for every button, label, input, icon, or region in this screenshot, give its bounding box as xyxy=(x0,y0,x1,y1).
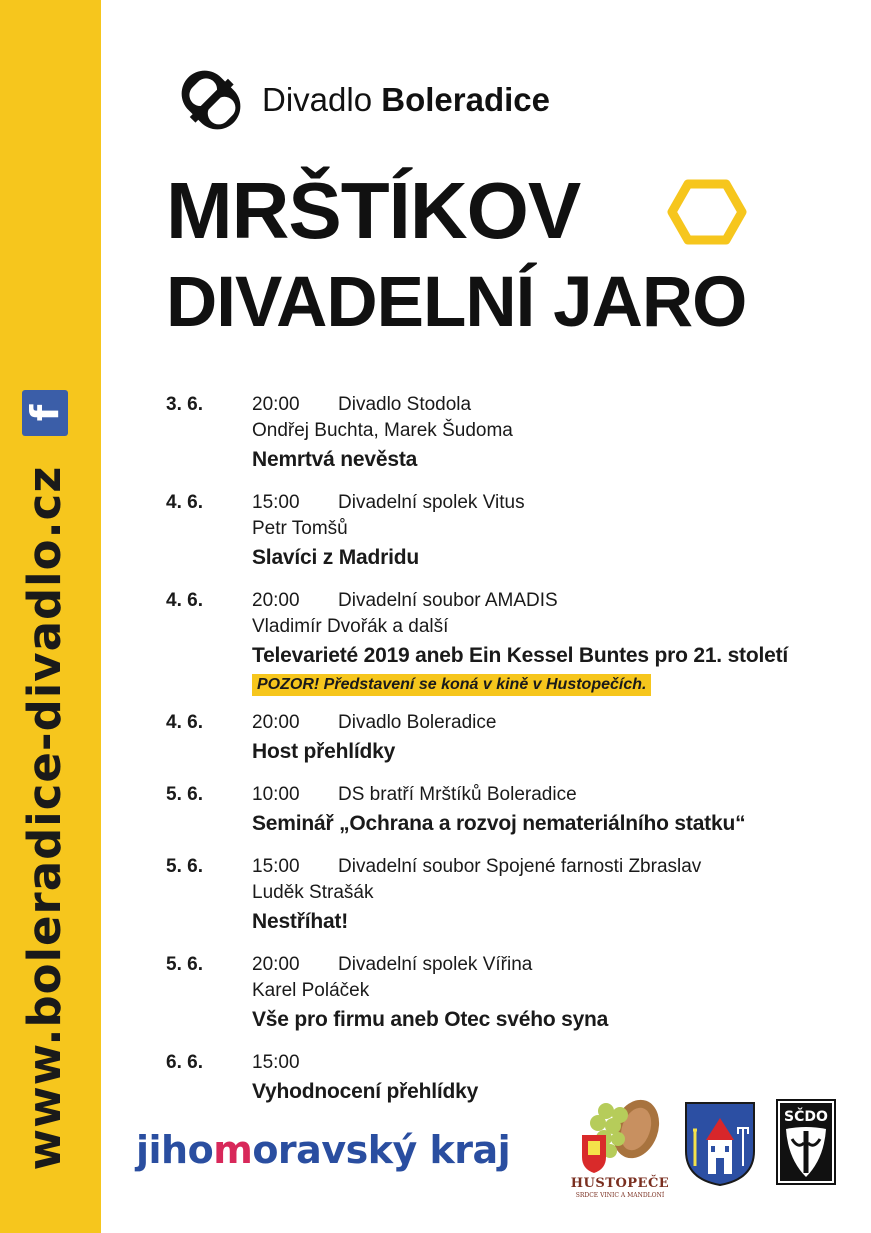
event-author: Petr Tomšů xyxy=(252,518,348,539)
event-time: 20:00 xyxy=(252,394,300,415)
event-date: 5. 6. xyxy=(166,784,203,805)
event-time: 20:00 xyxy=(252,954,300,975)
event-play-title: Vyhodnocení přehlídky xyxy=(252,1080,479,1103)
hustopece-tagline: SRDCE VINIC A MANDLONÍ xyxy=(575,1192,665,1199)
event-play-title: Televarieté 2019 aneb Ein Kessel Buntes pro 21. století xyxy=(252,644,789,667)
scdo-logo-icon xyxy=(776,1099,836,1185)
event-time: 15:00 xyxy=(252,492,300,513)
venue-notice: POZOR! Představení se koná v kině v Hustopečích. xyxy=(252,674,651,696)
hexagon-icon xyxy=(666,178,748,246)
event-date: 5. 6. xyxy=(166,856,203,877)
event-date: 6. 6. xyxy=(166,1052,203,1073)
event-play-title: Seminář „Ochrana a rozvoj nemateriálního statku“ xyxy=(252,812,746,835)
program-item xyxy=(166,490,856,574)
event-ensemble: Divadlo Boleradice xyxy=(338,712,497,733)
event-date: 3. 6. xyxy=(166,394,203,415)
program-item xyxy=(166,588,856,696)
website-url[interactable]: www.boleradice-divadlo.cz xyxy=(18,465,71,1171)
hustopece-name: HUSTOPEČE xyxy=(570,1176,670,1191)
program-list xyxy=(166,392,856,1122)
event-ensemble: Divadelní soubor AMADIS xyxy=(338,590,558,611)
event-play-title: Nestříhat! xyxy=(252,910,349,933)
event-date: 4. 6. xyxy=(166,492,203,513)
event-date: 5. 6. xyxy=(166,954,203,975)
event-author: Vladimír Dvořák a další xyxy=(252,616,449,637)
event-ensemble: Divadelní spolek Vitus xyxy=(338,492,525,513)
event-play-title: Vše pro firmu aneb Otec svého syna xyxy=(252,1008,609,1031)
divadlo-boleradice-logo-icon xyxy=(172,61,250,139)
festival-title-line1: MRŠTÍKOV xyxy=(166,166,581,255)
facebook-icon[interactable]: f xyxy=(22,390,68,436)
jihomoravsky-kraj-logo: jihomoravský kraj xyxy=(136,1128,511,1172)
program-item xyxy=(166,710,856,768)
event-time: 10:00 xyxy=(252,784,300,805)
event-play-title: Host přehlídky xyxy=(252,740,396,763)
event-play-title: Slavíci z Madridu xyxy=(252,546,419,569)
logo-text: Divadlo Boleradice xyxy=(262,81,550,118)
event-author: Luděk Strašák xyxy=(252,882,374,903)
event-ensemble: Divadlo Stodola xyxy=(338,394,472,415)
event-author: Karel Poláček xyxy=(252,980,370,1001)
event-time: 15:00 xyxy=(252,856,300,877)
event-play-title: Nemrtvá nevěsta xyxy=(252,448,418,471)
boleradice-coat-of-arms-icon xyxy=(683,1100,757,1188)
event-ensemble: Divadelní soubor Spojené farnosti Zbraslav xyxy=(338,856,702,877)
program-item xyxy=(166,782,856,840)
event-ensemble: DS bratří Mrštíků Boleradice xyxy=(338,784,577,805)
event-time: 20:00 xyxy=(252,712,300,733)
event-date: 4. 6. xyxy=(166,590,203,611)
event-ensemble: Divadelní spolek Vířina xyxy=(338,954,533,975)
event-time: 15:00 xyxy=(252,1052,300,1073)
event-time: 20:00 xyxy=(252,590,300,611)
event-date: 4. 6. xyxy=(166,712,203,733)
program-item xyxy=(166,392,856,476)
program-item xyxy=(166,854,856,938)
theatre-logo xyxy=(172,60,550,140)
program-item xyxy=(166,952,856,1036)
event-author: Ondřej Buchta, Marek Šudoma xyxy=(252,420,513,441)
yellow-sidebar xyxy=(0,0,101,1233)
festival-title-line2: DIVADELNÍ JARO xyxy=(166,263,747,342)
scdo-label: SČDO xyxy=(784,1109,828,1125)
